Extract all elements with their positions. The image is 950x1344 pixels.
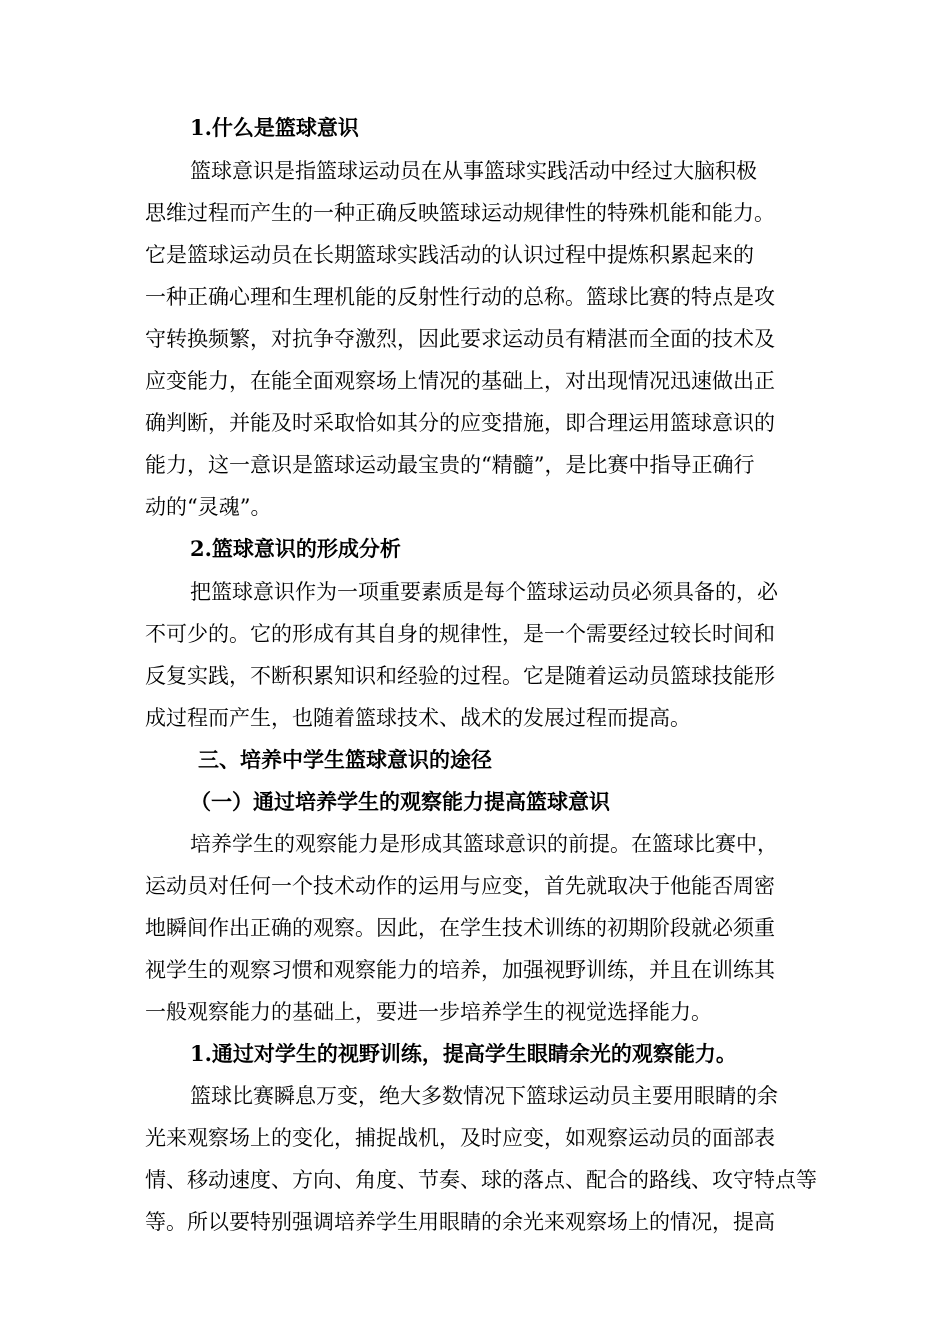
paragraph-line: 它是篮球运动员在长期篮球实践活动的认识过程中提炼积累起来的 xyxy=(145,243,754,267)
paragraph-line: 一种正确心理和生理机能的反射性行动的总称。篮球比赛的特点是攻 xyxy=(145,285,775,309)
paragraph-line: 反复实践，不断积累知识和经验的过程。它是随着运动员篮球技能形 xyxy=(145,664,775,688)
paragraph-line: 不可少的。它的形成有其自身的规律性，是一个需要经过较长时间和 xyxy=(145,622,775,646)
paragraph-line: 能力，这一意识是篮球运动最宝贵的“精髓”，是比赛中指导正确行 xyxy=(145,453,755,477)
paragraph-line: 一般观察能力的基础上，要进一步培养学生的视觉选择能力。 xyxy=(145,1000,712,1024)
paragraph-line: 情、移动速度、方向、角度、节奏、球的落点、配合的路线、攻守特点等 xyxy=(145,1168,817,1192)
paragraph-line: 运动员对任何一个技术动作的运用与应变，首先就取决于他能否周密 xyxy=(145,874,775,898)
paragraph-line: 确判断，并能及时采取恰如其分的应变措施，即合理运用篮球意识的 xyxy=(145,411,775,435)
paragraph-line: 动的“灵魂”。 xyxy=(145,495,272,519)
chapter-heading: 三、培养中学生篮球意识的途径 xyxy=(198,747,492,772)
paragraph-line: 把篮球意识作为一项重要素质是每个篮球运动员必须具备的，必 xyxy=(190,580,778,604)
paragraph-line: 篮球比赛瞬息万变，绝大多数情况下篮球运动员主要用眼睛的余 xyxy=(190,1084,778,1108)
paragraph-line: 应变能力，在能全面观察场上情况的基础上，对出现情况迅速做出正 xyxy=(145,369,775,393)
paragraph-line: 篮球意识是指篮球运动员在从事篮球实践活动中经过大脑积极 xyxy=(190,159,757,183)
section-heading: 1.通过对学生的视野训练，提高学生眼睛余光的观察能力。 xyxy=(190,1041,737,1066)
section-heading: 2.篮球意识的形成分析 xyxy=(190,536,401,561)
paragraph-line: 守转换频繁，对抗争夺激烈，因此要求运动员有精湛而全面的技术及 xyxy=(145,327,775,351)
paragraph-line: 地瞬间作出正确的观察。因此，在学生技术训练的初期阶段就必须重 xyxy=(145,916,775,940)
paragraph-line: 光来观察场上的变化，捕捉战机，及时应变，如观察运动员的面部表 xyxy=(145,1126,775,1150)
paragraph-line: 培养学生的观察能力是形成其篮球意识的前提。在篮球比赛中， xyxy=(190,832,778,856)
paragraph-line: 成过程而产生，也随着篮球技术、战术的发展过程而提高。 xyxy=(145,706,691,730)
paragraph-line: 等。所以要特别强调培养学生用眼睛的余光来观察场上的情况，提高 xyxy=(145,1210,775,1234)
paragraph-line: 视学生的观察习惯和观察能力的培养，加强视野训练，并且在训练其 xyxy=(145,958,775,982)
paragraph-line: 思维过程而产生的一种正确反映篮球运动规律性的特殊机能和能力。 xyxy=(145,201,775,225)
section-heading: 1.什么是篮球意识 xyxy=(190,115,359,140)
subsection-heading: （一）通过培养学生的观察能力提高篮球意识 xyxy=(190,789,610,814)
